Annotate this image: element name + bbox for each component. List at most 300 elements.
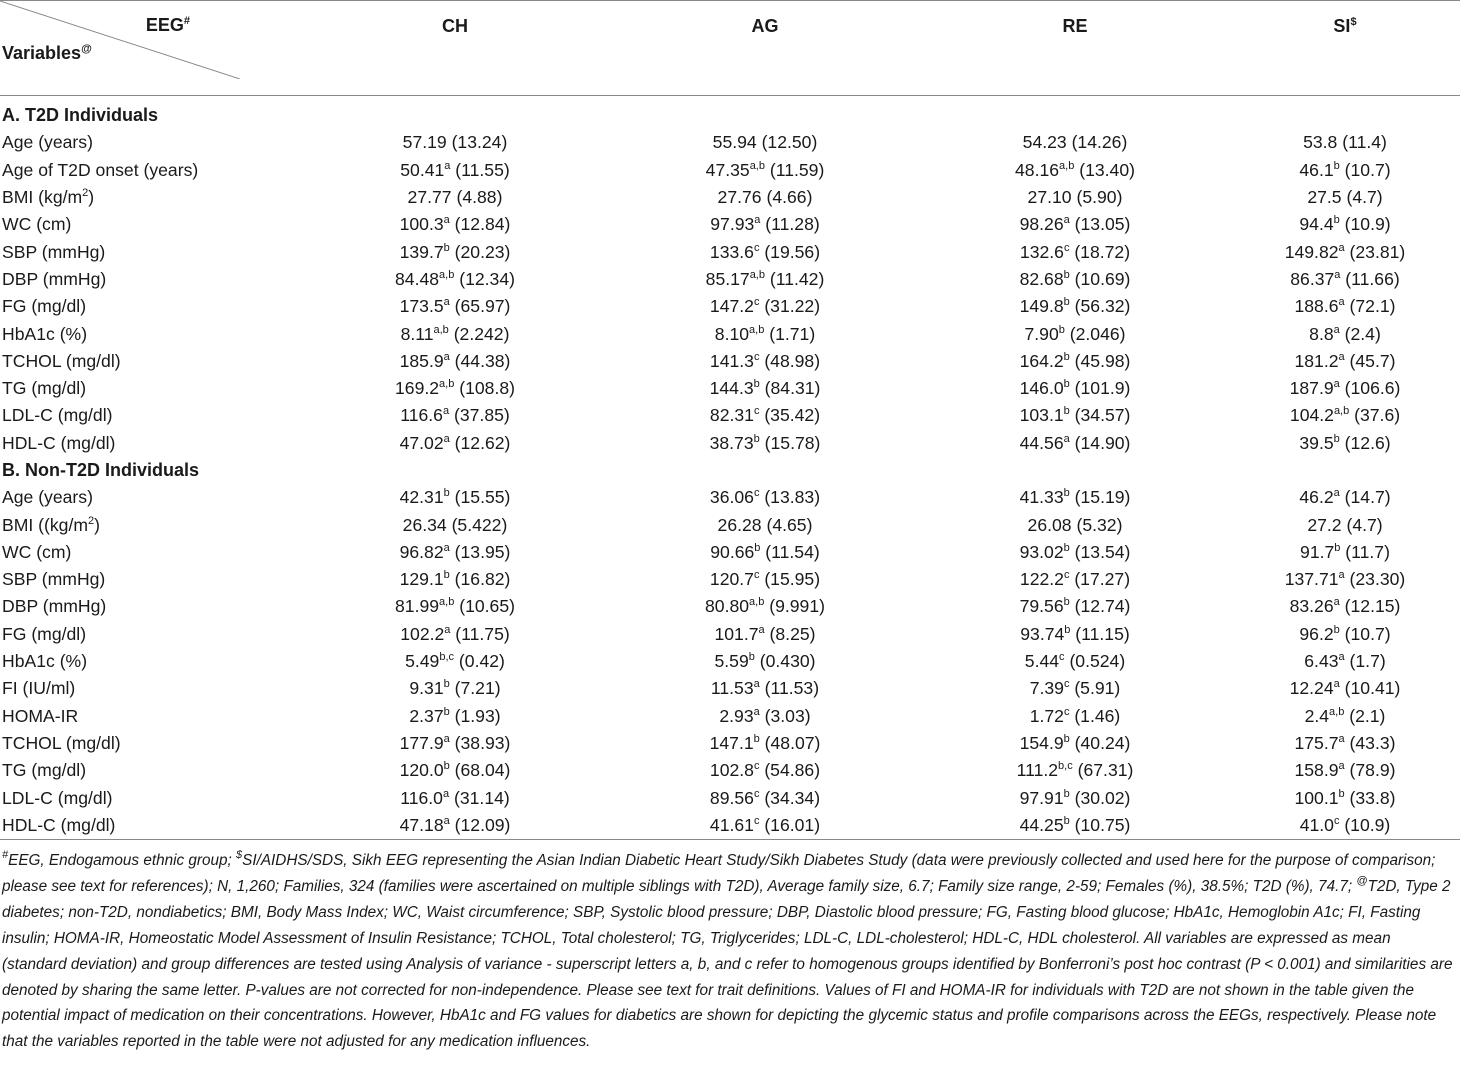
sd-value: (43.3) [1349,732,1396,753]
value-cell [920,375,1230,402]
mean-value: 44.56 [1019,432,1064,453]
group-superscript: b [1064,623,1071,636]
sd-value: (20.23) [454,241,511,262]
group-superscript: b [753,732,760,745]
value-cell [610,402,920,429]
corner-eeg-label: EEG# [145,15,190,35]
sd-value: (10.75) [1074,814,1131,835]
mean-value: 82.31 [709,405,754,426]
group-superscript: b [753,378,760,391]
group-superscript: a,b [1333,405,1350,418]
group-superscript: c [1063,678,1070,691]
group-superscript: a [1333,378,1340,391]
sd-value: (2.046) [1069,323,1126,344]
group-superscript: a,b [749,159,765,172]
sd-value: (1.71) [769,323,816,344]
value-cell [920,757,1230,784]
mean-value: 122.2 [1019,569,1064,590]
sd-value: (8.25) [769,623,816,644]
row-label-text: DBP (mmHg) [2,268,107,289]
sd-value: (40.24) [1074,732,1131,753]
sd-value: (15.55) [454,487,511,508]
mean-value: 7.90 [1024,323,1059,344]
row-label-text: LDL-C (mg/dl) [2,405,113,426]
row-label [0,320,300,347]
group-superscript: c [753,241,760,254]
value-cell [300,157,610,184]
sd-value: (10.69) [1074,268,1131,289]
value-cell [1230,266,1460,293]
table-row [0,784,1460,811]
value-cell [610,730,920,757]
value-cell [610,539,920,566]
row-label-text: HbA1c (%) [2,323,88,344]
group-superscript: a [1333,487,1340,500]
sd-value: (14.90) [1074,432,1131,453]
value-cell [920,784,1230,811]
sd-value: (48.98) [764,350,821,371]
value-cell [1230,675,1460,702]
table-row [0,157,1460,184]
mean-value: 5.49 [405,651,440,672]
mean-value: 11.53 [710,678,754,699]
mean-value: 2.37 [409,705,444,726]
value-cell [1230,648,1460,675]
value-cell [920,566,1230,593]
sd-value: (10.9) [1344,214,1391,235]
table-row [0,703,1460,730]
group-superscript: a,b [749,268,765,281]
mean-value: 12.24 [1289,678,1334,699]
group-superscript: a,b [749,323,765,336]
value-cell [920,675,1230,702]
column-header-si: SI$ [1230,1,1460,96]
group-superscript: c [753,814,760,827]
group-superscript: b [1063,268,1070,281]
sd-value: (11.28) [765,214,820,235]
sd-value: (37.6) [1354,405,1401,426]
corner-header-cell [0,1,300,96]
sd-value: (13.83) [764,487,821,508]
value-cell [1230,511,1460,538]
value-cell [610,293,920,320]
sd-value: (37.85) [454,405,510,426]
sd-value: (54.86) [764,760,821,781]
value-cell [610,184,920,211]
value-cell [610,129,920,156]
row-label-text: SBP (mmHg) [2,569,106,590]
sd-value: (4.66) [766,187,813,208]
value-cell [1230,320,1460,347]
mean-value: 46.2 [1299,487,1334,508]
row-label-sup: 2 [88,514,95,527]
group-superscript: c [753,296,760,309]
group-superscript: a,b [433,323,449,336]
sd-value: (13.95) [454,541,511,562]
sd-value: (3.03) [764,705,811,726]
sd-value: (12.09) [454,814,511,835]
mean-value: 187.9 [1289,378,1334,399]
sd-value: (12.15) [1344,596,1401,617]
row-label [0,566,300,593]
sd-value: (13.40) [1079,159,1135,180]
sd-value: (108.8) [459,378,515,399]
value-cell [610,238,920,265]
mean-value: 8.10 [714,323,750,344]
value-cell [300,784,610,811]
corner-variables-label: Variables@ [2,43,92,63]
mean-value: 55.94 [712,132,757,153]
value-cell [610,511,920,538]
mean-value: 93.74 [1020,623,1065,644]
group-superscript: a,b [439,378,455,391]
row-label [0,293,300,320]
row-label [0,511,300,538]
sd-value: (84.31) [764,378,821,399]
row-label-text: LDL-C (mg/dl) [2,787,113,808]
sd-value: (33.8) [1349,787,1396,808]
row-label-text: TCHOL (mg/dl) [2,350,121,371]
table-row [0,184,1460,211]
value-cell [920,157,1230,184]
mean-value: 139.7 [399,241,444,262]
row-label [0,703,300,730]
sd-value: (15.95) [764,569,821,590]
group-superscript: c [1333,814,1340,827]
sd-value: (4.88) [456,187,503,208]
mean-value: 100.3 [399,214,444,235]
sd-value: (35.42) [764,405,821,426]
group-superscript: a [1333,323,1340,336]
mean-value: 26.08 [1027,514,1072,535]
value-cell [1230,375,1460,402]
mean-value: 38.73 [709,432,754,453]
value-cell [1230,348,1460,375]
row-label-text: FG (mg/dl) [2,623,87,644]
sd-value: (31.14) [454,787,510,808]
group-superscript: b [1333,159,1340,172]
row-label-text: FI (IU/ml) [2,678,76,699]
mean-value: 46.1 [1299,159,1334,180]
value-cell [920,511,1230,538]
group-superscript: b [1063,732,1070,745]
row-label [0,675,300,702]
group-superscript: a,b [1059,159,1075,172]
value-cell [300,266,610,293]
mean-value: 93.02 [1019,541,1064,562]
mean-value: 164.2 [1019,350,1064,371]
row-label-text: BMI ((kg/m [2,514,89,535]
group-superscript: b [1338,787,1345,800]
group-superscript: a [1063,432,1070,445]
value-cell [300,675,610,702]
table-row [0,293,1460,320]
value-cell [300,566,610,593]
group-superscript: a [754,214,761,227]
value-cell [920,184,1230,211]
mean-value: 96.82 [399,541,444,562]
value-cell [300,757,610,784]
value-cell [610,675,920,702]
group-superscript: b [443,241,450,254]
group-superscript: a [443,296,450,309]
mean-value: 27.76 [717,187,762,208]
mean-value: 101.7 [714,623,759,644]
value-cell [610,757,920,784]
value-cell [610,157,920,184]
row-label [0,375,300,402]
mean-value: 26.28 [717,514,762,535]
table-row [0,730,1460,757]
group-superscript: c [753,405,760,418]
value-cell [1230,703,1460,730]
value-cell [920,812,1230,840]
group-superscript: b [1063,487,1070,500]
value-cell [1230,157,1460,184]
value-cell [610,266,920,293]
value-cell [920,539,1230,566]
group-superscript: b [1334,541,1341,554]
row-label-text: Age (years) [2,487,93,508]
sd-value: (1.93) [454,705,501,726]
group-superscript: b [1063,787,1070,800]
value-cell [300,402,610,429]
footnote-text: SI/AIDHS/SDS, Sikh EEG representing the Asian Indian Diabetic Heart Study/Sikh Diabetes Study (data were previously collected and used here for the purpose of comparison; please see text for references); N, 1,260; Families, 324 (families were ascertained on multiple siblings with T2D), Average family size, 6.7; Family size range, 2-59; Females (%), 38.5%; T2D (%), 74.7; [2,852,1436,895]
row-label-text: TG (mg/dl) [2,378,87,399]
mean-value: 50.41 [400,159,445,180]
sd-value: (31.22) [764,296,821,317]
group-superscript: a [1338,760,1345,773]
row-label [0,157,300,184]
sd-value: (11.7) [1345,541,1390,562]
group-superscript: b [1063,296,1070,309]
value-cell [920,211,1230,238]
section-title: A. T2D Individuals [2,105,159,126]
group-superscript: a [1338,732,1345,745]
table-row [0,238,1460,265]
value-cell [610,812,920,840]
table-row [0,375,1460,402]
group-superscript: c [1063,241,1070,254]
mean-value: 103.1 [1019,405,1064,426]
group-superscript: b,c [439,651,455,664]
value-cell [300,320,610,347]
value-cell [1230,539,1460,566]
footnote-marker: # [2,849,9,861]
mean-value: 169.2 [395,378,440,399]
mean-value: 44.25 [1019,814,1064,835]
mean-value: 90.66 [710,541,755,562]
column-header-ch: CH [300,1,610,96]
sd-value: (2.4) [1344,323,1381,344]
mean-value: 104.2 [1289,405,1334,426]
value-cell [610,784,920,811]
row-label-text: Age (years) [2,132,93,153]
row-label [0,430,300,457]
row-label [0,402,300,429]
mean-value: 57.19 [402,132,447,153]
value-cell [920,430,1230,457]
sd-value: (65.97) [454,296,511,317]
mean-value: 147.1 [709,732,754,753]
value-cell [1230,784,1460,811]
mean-value: 185.9 [399,350,444,371]
group-superscript: b [754,541,761,554]
mean-value: 5.44 [1024,651,1060,672]
mean-value: 47.35 [705,159,750,180]
mean-value: 41.61 [709,814,754,835]
value-cell [610,621,920,648]
value-cell [300,430,610,457]
group-superscript: b [1333,432,1340,445]
value-cell [1230,621,1460,648]
row-label [0,812,300,840]
sd-value: (10.7) [1344,159,1391,180]
mean-value: 8.8 [1309,323,1334,344]
value-cell [1230,430,1460,457]
mean-value: 27.77 [407,187,452,208]
group-superscript: c [753,787,760,800]
mean-value: 79.56 [1019,596,1064,617]
sd-value: (7.21) [454,678,501,699]
value-cell [300,484,610,511]
mean-value: 41.33 [1019,487,1064,508]
row-label-text: WC (cm) [2,541,72,562]
mean-value: 27.10 [1027,187,1072,208]
value-cell [1230,593,1460,620]
table-row [0,511,1460,538]
group-superscript: b [443,760,450,773]
sd-value: (45.98) [1074,350,1131,371]
value-cell [300,593,610,620]
value-cell [920,484,1230,511]
mean-value: 9.31 [409,678,444,699]
group-superscript: c [1063,569,1070,582]
value-cell [1230,484,1460,511]
group-superscript: c [1059,651,1065,664]
mean-value: 27.2 [1307,514,1342,535]
sd-value: (16.82) [454,569,511,590]
sd-value: (44.38) [454,350,511,371]
row-label-text: TCHOL (mg/dl) [2,732,121,753]
row-label [0,129,300,156]
mean-value: 137.71 [1284,569,1339,590]
row-label-text: HOMA-IR [2,705,79,726]
sd-value: (23.30) [1349,569,1406,590]
group-superscript: b [443,569,450,582]
group-superscript: a [1338,651,1345,664]
value-cell [300,812,610,840]
section-title: B. Non-T2D Individuals [2,460,200,480]
sd-value: (101.9) [1074,378,1131,399]
value-cell [610,648,920,675]
value-cell [610,320,920,347]
mean-value: 26.34 [402,514,447,535]
sd-value: (5.91) [1074,678,1121,699]
table-row [0,621,1460,648]
value-cell [920,129,1230,156]
sd-value: (11.75) [455,623,510,644]
sd-value: (11.42) [769,268,825,289]
mean-value: 1.72 [1029,705,1064,726]
mean-value: 27.5 [1307,187,1342,208]
group-superscript: a [753,678,760,691]
mean-value: 154.9 [1019,732,1064,753]
sd-value: (15.78) [764,432,821,453]
sd-value: (56.32) [1074,296,1131,317]
group-superscript: a,b [749,596,765,609]
table-row [0,675,1460,702]
mean-value: 146.0 [1019,378,1064,399]
table-row [0,266,1460,293]
mean-value: 86.37 [1290,268,1335,289]
value-cell [920,266,1230,293]
sd-value: (11.66) [1345,268,1400,289]
sd-value: (9.991) [769,596,825,617]
row-label [0,266,300,293]
group-superscript: b [443,487,450,500]
group-superscript: b [1063,596,1070,609]
group-superscript: c [753,569,760,582]
mean-value: 83.26 [1289,596,1334,617]
group-superscript: a,b [1329,705,1345,718]
group-superscript: b,c [1058,760,1073,773]
sd-value: (48.07) [764,732,821,753]
group-superscript: b [443,678,450,691]
table-row [0,812,1460,840]
group-superscript: c [1063,705,1070,718]
value-cell [610,593,920,620]
value-cell [300,184,610,211]
mean-value: 129.1 [399,569,444,590]
mean-value: 81.99 [395,596,440,617]
table-row [0,648,1460,675]
section-header-row [0,457,1460,484]
mean-value: 149.82 [1284,241,1339,262]
sd-value: (12.6) [1344,432,1391,453]
sd-value: (5.32) [1076,514,1123,535]
sd-value: (4.65) [766,514,813,535]
value-cell [300,211,610,238]
sd-value: (19.56) [764,241,821,262]
sd-value: (0.430) [759,651,816,672]
value-cell [1230,184,1460,211]
sd-value: (17.27) [1074,569,1131,590]
sd-value: (67.31) [1077,760,1134,781]
group-superscript: c [753,487,760,500]
table-row [0,484,1460,511]
group-superscript: a [442,787,450,800]
sd-value: (11.15) [1075,623,1130,644]
mean-value: 132.6 [1019,241,1064,262]
sd-value: (10.41) [1344,678,1401,699]
value-cell [920,320,1230,347]
group-superscript: a [1338,241,1345,254]
table-row [0,757,1460,784]
group-superscript: a [444,159,451,172]
header-row [0,1,1460,96]
table-body [0,96,1460,840]
table-row [0,593,1460,620]
mean-value: 111.2 [1016,760,1059,781]
value-cell [300,621,610,648]
mean-value: 2.4 [1304,705,1330,726]
group-superscript: a [443,732,450,745]
sd-value: (30.02) [1074,787,1131,808]
value-cell [1230,757,1460,784]
value-cell [300,348,610,375]
group-superscript: a [443,432,450,445]
